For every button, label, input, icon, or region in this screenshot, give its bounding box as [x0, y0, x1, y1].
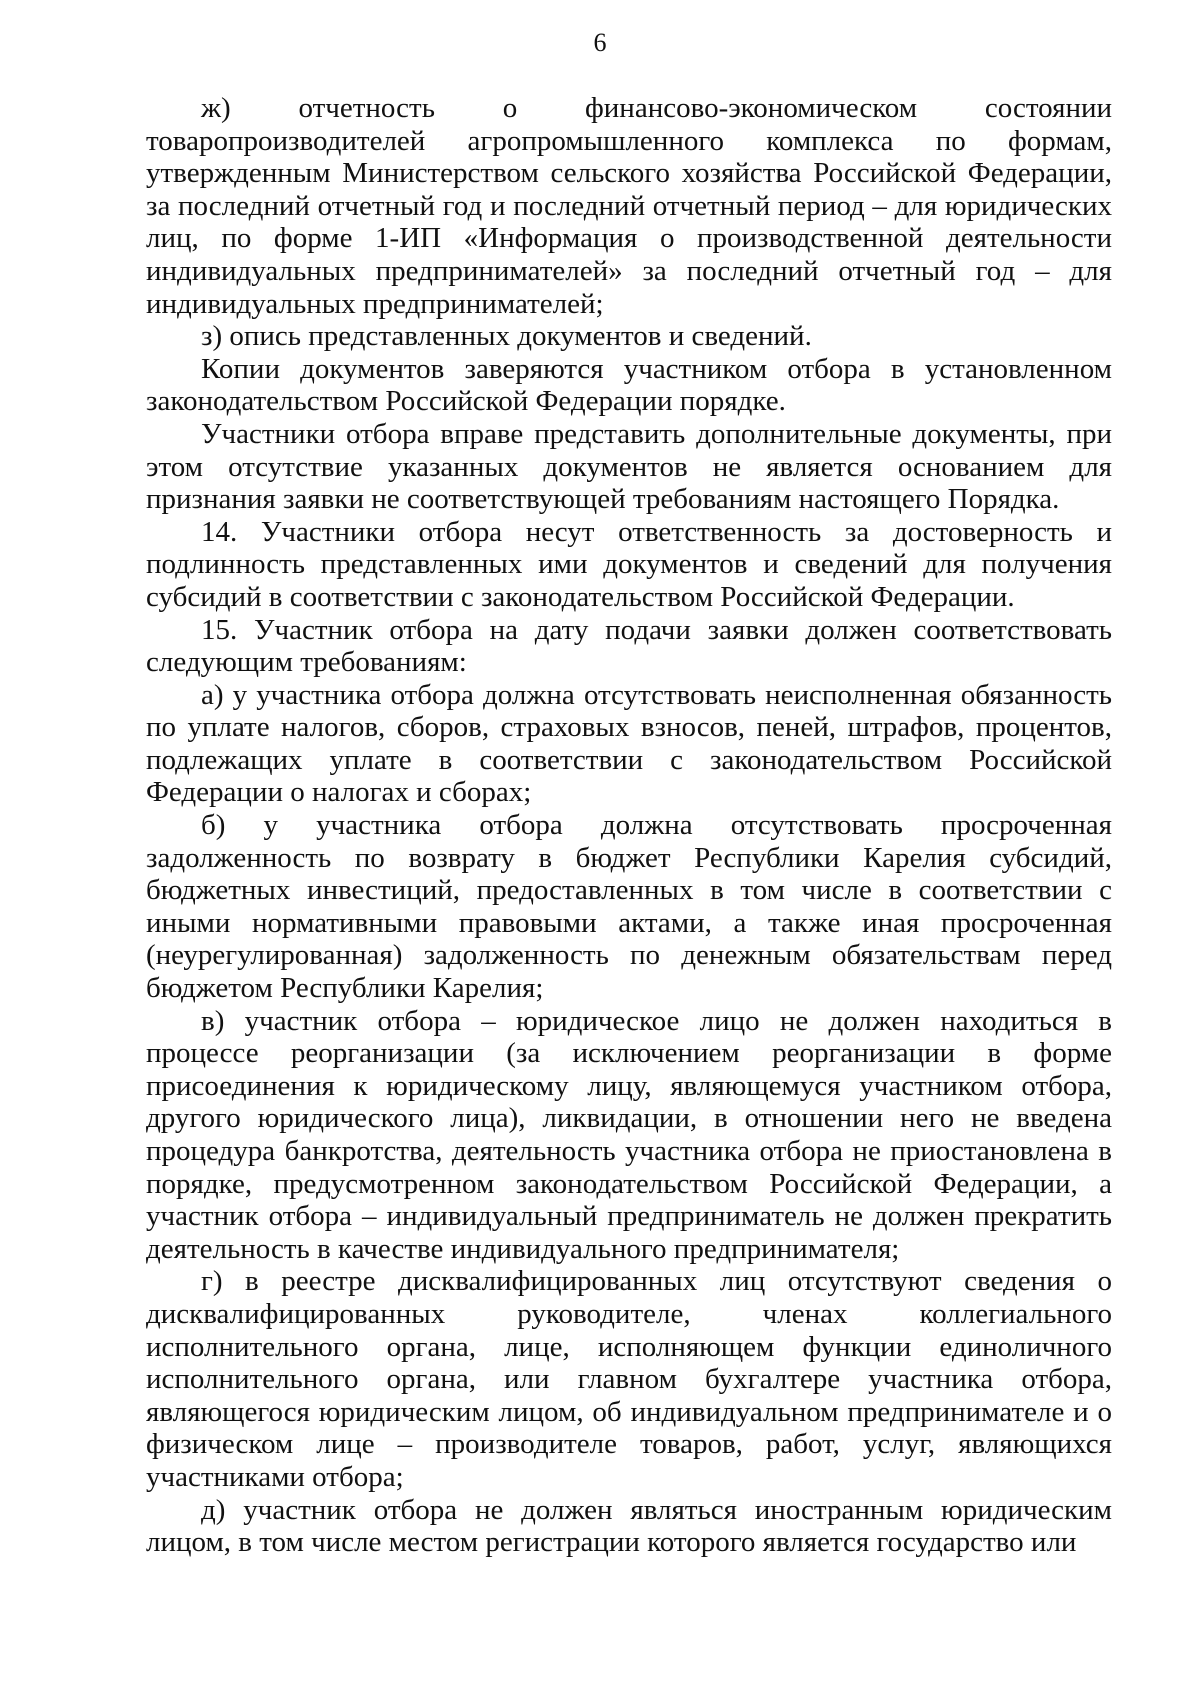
- page-number: 6: [593, 28, 607, 57]
- paragraph-d-foreign-entity: д) участник отбора не должен являться иностранным юридическим лицом, в том числе местом регистрации которого является государство или: [146, 1493, 1112, 1559]
- paragraph-15-requirements: 15. Участник отбора на дату подачи заявки должен соответствовать следующим требованиям:: [146, 613, 1112, 679]
- paragraph-copies-certification: Копии документов заверяются участником отбора в установленном законодательством Российской Федерации порядке.: [146, 352, 1112, 418]
- paragraph-zh-reporting: ж) отчетность о финансово-экономическом состоянии товаропроизводителей агропромышленного комплекса по формам, утвержденным Министерством сельского хозяйства Российской Федерации, за последний отчетный год и последний отчетный период – для юридических лиц, по форме 1-ИП «Информация о производственной деятельности индивидуальных предпринимателей» за последний отчетный год – для индивидуальных предпринимателей;: [146, 92, 1112, 320]
- paragraph-g-disqualified-persons: г) в реестре дисквалифицированных лиц отсутствуют сведения о дисквалифицированных руководителе, членах коллегиального исполнительного органа, лице, исполняющем функции единоличного исполнительного органа, или главном бухгалтере участника отбора, являющегося юридическим лицом, об индивидуальном предпринимателе и о физическом лице – производителе товаров, работ, услуг, являющихся участниками отбора;: [146, 1265, 1112, 1493]
- paragraph-b-overdue-debt: б) у участника отбора должна отсутствовать просроченная задолженность по возврату в бюджет Республики Карелия субсидий, бюджетных инвестиций, предоставленных в том числе в соответствии с иными нормативными правовыми актами, а также иная просроченная (неурегулированная) задолженность по денежным обязательствам перед бюджетом Республики Карелия;: [146, 809, 1112, 1005]
- document-body: [146, 92, 1112, 1559]
- paragraph-a-tax-obligations: а) у участника отбора должна отсутствовать неисполненная обязанность по уплате налогов, сборов, страховых взносов, пеней, штрафов, процентов, подлежащих уплате в соответствии с законодательством Российской Федерации о налогах и сборах;: [146, 678, 1112, 809]
- paragraph-z-inventory: з) опись представленных документов и сведений.: [201, 320, 812, 353]
- paragraph-v-reorganization: в) участник отбора – юридическое лицо не должен находиться в процессе реорганизации (за исключением реорганизации в форме присоединения к юридическому лицу, являющемуся участником отбора, другого юридического лица), ликвидации, в отношении него не введена процедура банкротства, деятельность участника отбора не приостановлена в порядке, предусмотренном законодательством Российской Федерации, а участник отбора – индивидуальный предприниматель не должен прекратить деятельность в качестве индивидуального предпринимателя;: [146, 1004, 1112, 1265]
- paragraph-14-responsibility: 14. Участники отбора несут ответственность за достоверность и подлинность представленных ими документов и сведений для получения субсидий в соответствии с законодательством Российской Федерации.: [146, 515, 1112, 613]
- paragraph-additional-documents: Участники отбора вправе представить дополнительные документы, при этом отсутствие указанных документов не является основанием для признания заявки не соответствующей требованиям настоящего Порядка.: [146, 417, 1112, 516]
